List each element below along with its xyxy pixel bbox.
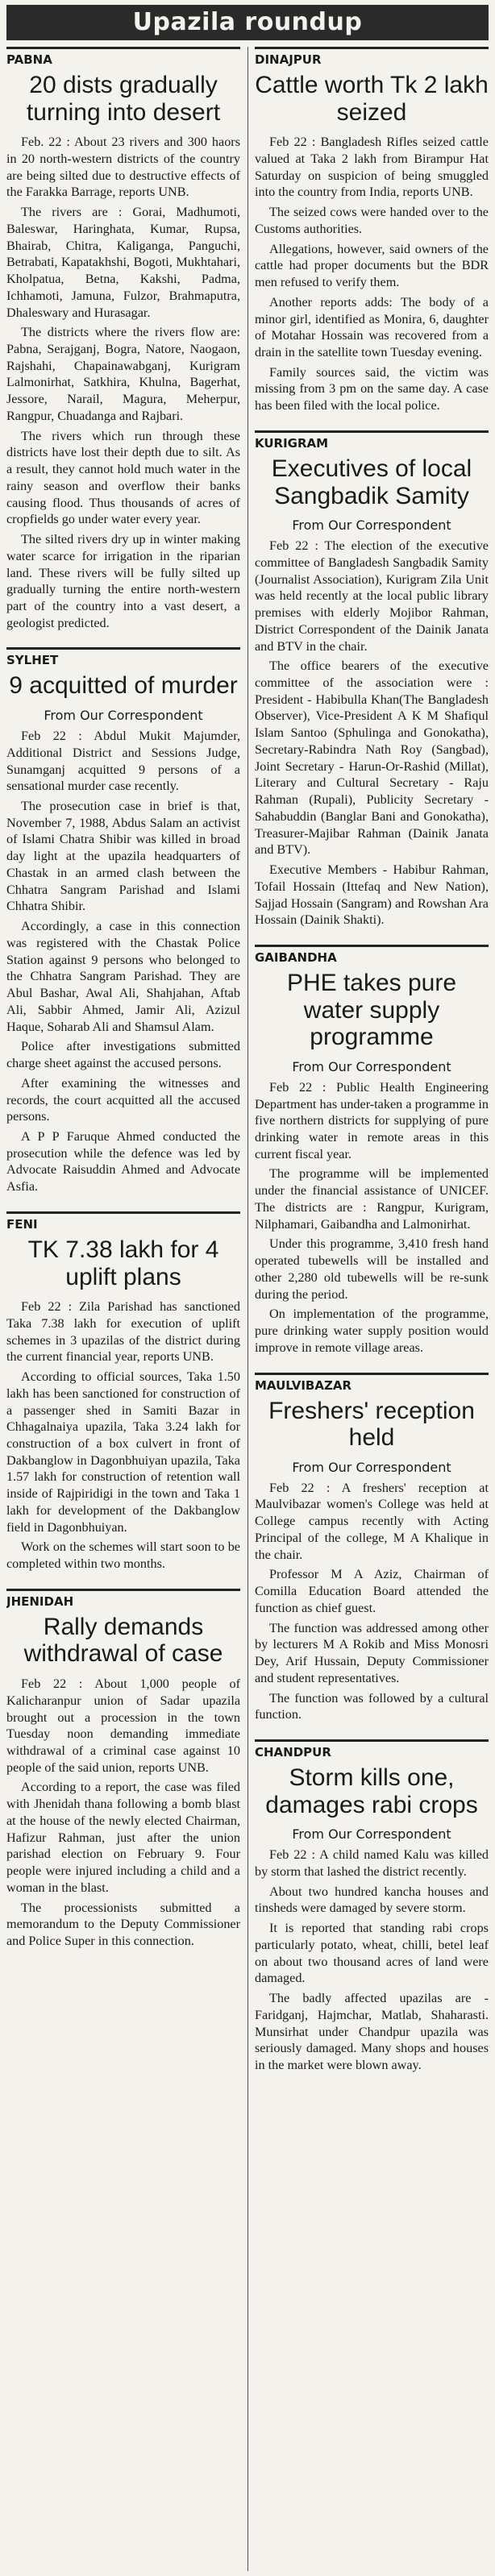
article-feni xyxy=(6,1211,240,1573)
article-headline: Executives of local Sangbadik Samity xyxy=(271,455,472,509)
article-byline: From Our Correspondent xyxy=(292,1058,451,1074)
dateline-tag: JHENIDAH xyxy=(6,1589,240,1609)
article-paragraph: Feb 22 : About 1,000 people of Kalicharanpur union of Sadar upazila brought out a procession in the town Tuesday noon demanding immediate withdrawal of a criminal case against 10 people of the said union, reports UNB. xyxy=(6,1676,240,1775)
article-headline: Cattle worth Tk 2 lakh seized xyxy=(255,72,489,126)
article-kurigram xyxy=(255,430,489,929)
dateline-tag: DINAJPUR xyxy=(255,47,489,67)
article-paragraph: The prosecution case in brief is that, November 7, 1988, Abdus Salam an activist of Islami Chatra Shibir was killed in broad day light at the upazila headquarters of Chastak in an armed clash between the Chhatra Sangram Parishad and Islami Chhatra Shibir. xyxy=(6,799,240,914)
article-headline: Storm kills one, damages rabi crops xyxy=(265,1764,478,1818)
article-paragraph: Feb 22 : A freshers' reception at Maulvibazar women's College was held at College campus recently with Acting Principal of the college, M A Khalique in the chair. xyxy=(255,1480,489,1562)
article-headline: PHE takes pure water supply programme xyxy=(286,970,457,1051)
article-headline: Freshers' reception held xyxy=(268,1397,475,1452)
article-paragraph: The silted rivers dry up in winter making water scarce for irrigation in the riparian land. These rivers will be fully silted up gradually turning the entire north-western part of the country into a vast desert, a geologist predicted. xyxy=(6,532,240,630)
article-headline: 20 dists gradually turning into desert xyxy=(26,72,221,126)
article-dinajpur xyxy=(255,47,489,414)
article-paragraph: Feb 22 : Abdul Mukit Majumder, Additional District and Sessions Judge, Sunamganj acquitted 9 persons of a sensational murder case recently. xyxy=(6,729,240,794)
article-body xyxy=(255,1480,489,1723)
article-paragraph: Executive Members - Habibur Rahman, Tofail Hossain (Ittefaq and New Nation), Sajjad Hossain (Sangram) and Rowshan Ara Hossain (Dainik Shakti). xyxy=(255,862,489,928)
article-body xyxy=(255,1847,489,2074)
article-paragraph: Accordingly, a case in this connection was registered with the Chastak Police Station against 9 persons who belonged to the Chhatra Sangram Parishad. They are Abul Bashar, Awal Ali, Shahjahan, Aftab Ali, Sabbir Ahmed, Jamir Ali, Azizul Haque, Soharab Ali and Shamsul Alam. xyxy=(6,919,240,1034)
article-paragraph: The rivers are : Gorai, Madhumoti, Baleswar, Haringhata, Kumar, Rupsa, Bhairab, Chitra, Kaliganga, Panguchi, Betrabati, Kapatakhshi, Bogoti, Mukhtahari, Kholpatua, Betna, Kakshi, Padma, Ichhamoti, Jamuna, Fulzor, Brahmaputra, Dhaleswary and Hurasagar. xyxy=(6,205,240,320)
article-paragraph: Another reports adds: The body of a minor girl, identified as Monira, 6, daughter of Motahar Hossain was recovered from a drain in the satellite town Tuesday evening. xyxy=(255,294,489,359)
article-byline: From Our Correspondent xyxy=(292,1826,451,1843)
article-paragraph: Police after investigations submitted charge sheet against the accused persons. xyxy=(6,1039,240,1071)
article-paragraph: Feb 22 : Zila Parishad has sanctioned Taka 7.38 lakh for execution of uplift schemes in 3 upazilas of the district during the current financial year, reports UNB. xyxy=(6,1299,240,1365)
right-column xyxy=(255,47,489,2571)
article-body xyxy=(255,134,489,414)
article-body xyxy=(255,1079,489,1357)
article-paragraph: According to a report, the case was filed with Jhenidah thana following a bomb blast at the house of the newly elected Chairman, Hafizur Rahman, just after the union parishad election on February 9. Four people were injured including a child and a woman in the blast. xyxy=(6,1780,240,1895)
article-paragraph: According to official sources, Taka 1.50 lakh has been sanctioned for construction of a passenger shed in Samiti Bazar in Chhagalnaiya upazila, Taka 3.24 lakh for construction of a box culvert in front of Dakbanglow in Dagonbhuiyan upazila, Taka 1.57 lakh for construction of retention wall inside of Rajpiridigi in the town and Taka 1 lakh for development of the Dakbanglow field in Dagonbhuiyan. xyxy=(6,1369,240,1535)
left-column xyxy=(6,47,240,2571)
article-paragraph: Feb 22 : Bangladesh Rifles seized cattle valued at Taka 2 lakh from Birampur Hat Saturday on suspicion of being smuggled into the country from India, reports UNB. xyxy=(255,135,489,200)
article-paragraph: It is reported that standing rabi crops particularly potato, wheat, chilli, betel leaf on about two thousand acres of land were damaged. xyxy=(255,1921,489,1986)
article-gaibandha xyxy=(255,945,489,1357)
article-paragraph: Feb. 22 : About 23 rivers and 300 haors in 20 north-western districts of the country are being silted due to destructive effects of the Farakka Barrage, reports UNB. xyxy=(6,135,240,200)
article-paragraph: Under this programme, 3,410 fresh hand operated tubewells will be installed and other 2,280 old tubewells will be re-sunk during the period. xyxy=(255,1236,489,1302)
article-paragraph: Allegations, however, said owners of the cattle had proper documents but the BDR men refused to verify them. xyxy=(255,241,489,290)
article-paragraph: Family sources said, the victim was missing from 3 pm on the same day. A case has been filed with the local police. xyxy=(255,364,489,413)
article-paragraph: The function was addressed among other by lecturers M A Rokib and Miss Monosri Dey, Arif Hussain, Deputy Commissioner and student representatives. xyxy=(255,1620,489,1685)
article-paragraph: On implementation of the programme, pure drinking water supply position would improve in remote village areas. xyxy=(255,1307,489,1355)
article-paragraph: After examining the witnesses and records, the court acquitted all the accused persons. xyxy=(6,1075,240,1124)
article-body xyxy=(6,1298,240,1573)
dateline-tag: KURIGRAM xyxy=(255,430,489,451)
article-paragraph: Feb 22 : The election of the executive committee of Bangladesh Sangbadik Samity (Journalist Association), Kurigram Zila Unit was held recently at the local public library premises with elderly Mojibor Rahman, District Correspondent of the Dainik Janata and BTV in the chair. xyxy=(255,538,489,654)
article-headline: Rally demands withdrawal of case xyxy=(23,1613,223,1668)
article-paragraph: The function was followed by a cultural function. xyxy=(255,1690,489,1722)
article-body xyxy=(6,134,240,631)
article-headline: TK 7.38 lakh for 4 uplift plans xyxy=(27,1236,219,1290)
article-paragraph: The seized cows were handed over to the Customs authorities. xyxy=(255,205,489,236)
article-paragraph: About two hundred kancha houses and tinsheds were damaged by severe storm. xyxy=(255,1884,489,1916)
dateline-tag: PABNA xyxy=(6,47,240,67)
dateline-tag: MAULVIBAZAR xyxy=(255,1373,489,1393)
article-paragraph: A P P Faruque Ahmed conducted the prosecution while the defence was led by Advocate Raisuddin Ahmed and Advocate Asfia. xyxy=(6,1128,240,1195)
article-paragraph: Feb 22 : A child named Kalu was killed by storm that lashed the district recently. xyxy=(255,1847,489,1879)
article-jhenidah xyxy=(6,1589,240,1950)
article-maulvibazar xyxy=(255,1373,489,1723)
article-chandpur xyxy=(255,1739,489,2074)
article-paragraph: The districts where the rivers flow are: Pabna, Serajganj, Bogra, Natore, Naogaon, Rajshahi, Chapainawabganj, Kurigram Lalmonirhat, Satkhira, Khulna, Bagerhat, Jessore, Narail, Magura, Meherpur, Rangpur, Chuadanga and Rajbari. xyxy=(6,325,240,423)
article-paragraph: Professor M A Aziz, Chairman of Comilla Education Board attended the function as chief guest. xyxy=(255,1567,489,1615)
article-paragraph: The office bearers of the executive committee of the association were : President - Habibulla Khan(The Bangladesh Observer), Vice-President A K M Shafiqul Islam Santoo (Sphulinga and Gonokatha), Secretary-Rabindra Nath Roy (Sangbad), Joint Secretary - Harun-Or-Rashid (Millat), Literary and Cultural Secretary - Raju Rahman (Rupali), Publicity Secretary - Sahabuddin (Banglar Bani and Gonokatha), Treasurer-Majibar Rahman (Dainik Janata and BTV). xyxy=(255,659,489,858)
dateline-tag: CHANDPUR xyxy=(255,1739,489,1760)
article-body xyxy=(6,728,240,1195)
article-headline: 9 acquitted of murder xyxy=(9,672,238,700)
dateline-tag: FENI xyxy=(6,1211,240,1232)
article-paragraph: The programme will be implemented under the financial assistance of UNICEF. The districts are : Rangpur, Kurigram, Nilphamari, Gaibandha and Lalmonirhat. xyxy=(255,1166,489,1232)
article-paragraph: The rivers which run through these districts have lost their depth due to silt. As a result, they cannot hold much water in the rainy season and overflow their banks causing flood. Thus thousands of acres of cropfields go under water every year. xyxy=(6,428,240,527)
article-paragraph: Feb 22 : Public Health Engineering Department has under-taken a programme in five northern districts for supplying of pure drinking water in remote areas in this current fiscal year. xyxy=(255,1079,489,1161)
article-paragraph: The processionists submitted a memorandum to the Deputy Commissioner and Police Super in this connection. xyxy=(6,1900,240,1949)
article-paragraph: Work on the schemes will start soon to be completed within two months. xyxy=(6,1539,240,1572)
article-pabna xyxy=(6,47,240,631)
article-paragraph: The badly affected upazilas are - Faridganj, Hajmchar, Matlab, Shaharasti. Munsirhat under Chandpur upazila was seriously damaged. Many shops and houses in the market were blown away. xyxy=(255,1991,489,2073)
article-byline: From Our Correspondent xyxy=(44,708,203,724)
section-banner: Upazila roundup xyxy=(6,5,489,40)
article-byline: From Our Correspondent xyxy=(292,1459,451,1475)
dateline-tag: GAIBANDHA xyxy=(255,945,489,965)
article-byline: From Our Correspondent xyxy=(292,517,451,534)
article-body xyxy=(255,538,489,929)
dateline-tag: SYLHET xyxy=(6,647,240,667)
article-body xyxy=(6,1676,240,1950)
article-sylhet xyxy=(6,647,240,1195)
